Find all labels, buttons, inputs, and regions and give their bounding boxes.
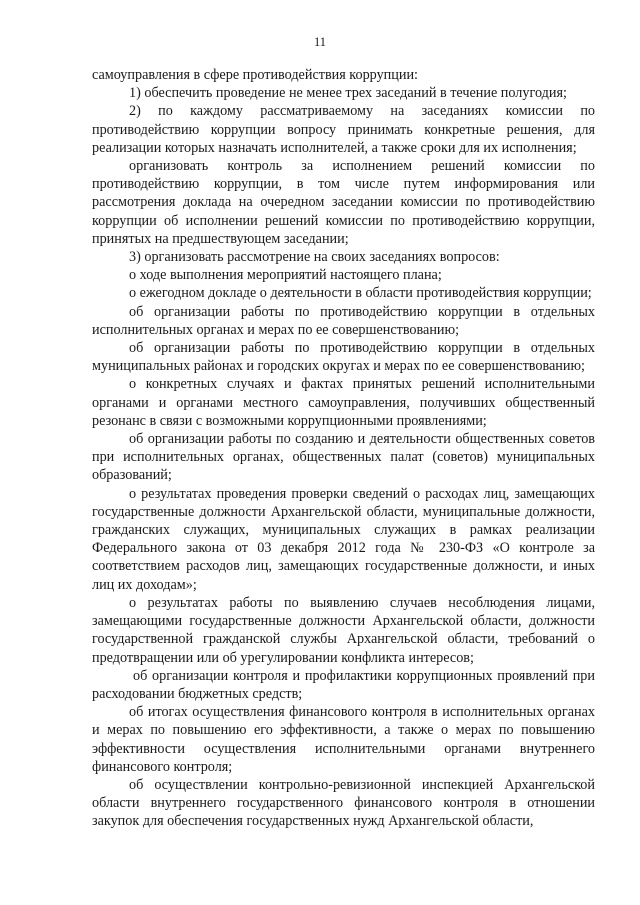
paragraph: о результатах работы по выявлению случаев несоблюдения лицами, замещающими государственные должности Архангельской области, должности государственной гражданской службы Архангельской области, требований о предотвращении или об урегулировании конфликта интересов; bbox=[92, 594, 595, 666]
paragraph: 1) обеспечить проведение не менее трех заседаний в течение полугодия; bbox=[129, 85, 567, 102]
page-number: 11 bbox=[313, 35, 327, 49]
paragraph: о ежегодном докладе о деятельности в области противодействия коррупции; bbox=[129, 285, 592, 302]
paragraph: о конкретных случаях и фактах принятых решений исполнительными органами и органами местного самоуправления, получивших общественный резонанс в связи с возможными коррупционными проявлениями; bbox=[92, 376, 595, 429]
paragraph: 2) по каждому рассматриваемому на заседаниях комиссии по противодействию коррупции вопросу принимать конкретные решения, для реализации которых назначать исполнителей, а также сроки для их исполнения; bbox=[92, 103, 595, 156]
paragraph: о результатах проведения проверки сведений о расходах лиц, замещающих государственные должности Архангельской области, муниципальные должности, гражданских служащих, муниципальных служащих в рамках реализации Федерального закона от 03 декабря 2012 года № 230-ФЗ «О контроле за соответствием расходов лиц, замещающих государственные должности, и иных лиц их доходам»; bbox=[92, 485, 595, 593]
paragraph: об осуществлении контрольно-ревизионной инспекцией Архангельской области внутреннего государственного финансового контроля в отношении закупок для обеспечения государственных нужд Архангельской области, bbox=[92, 776, 595, 830]
paragraph: 3) организовать рассмотрение на своих заседаниях вопросов: bbox=[129, 249, 500, 266]
paragraph: об организации контроля и профилактики коррупционных проявлений при расходовании бюджетных средств; bbox=[92, 667, 595, 702]
paragraph: об организации работы по противодействию коррупции в отдельных муниципальных районах и городских округах и мерах по ее совершенствованию; bbox=[92, 340, 595, 375]
paragraph: об итогах осуществления финансового контроля в исполнительных органах и мерах по повышению его эффективности, а также о мерах по повышению эффективности осуществления исполнительными органами внутреннего финансового контроля; bbox=[92, 704, 595, 775]
paragraph: об организации работы по созданию и деятельности общественных советов при исполнительных органах, общественных палат (советов) муниципальных образований; bbox=[92, 431, 595, 484]
paragraph: самоуправления в сфере противодействия коррупции: bbox=[92, 67, 418, 83]
paragraph: об организации работы по противодействию коррупции в отдельных исполнительных органах и мерах по ее совершенствованию; bbox=[92, 303, 595, 338]
paragraph: организовать контроль за исполнением решений комиссии по противодействию коррупции, в том числе путем информирования или рассмотрения доклада на очередном заседании комиссии по противодействию коррупции об исполнении решений комиссии по противодействию коррупции, принятых на предшествующем заседании; bbox=[92, 158, 595, 247]
paragraph: о ходе выполнения мероприятий настоящего плана; bbox=[129, 267, 442, 284]
document-body bbox=[92, 66, 595, 831]
